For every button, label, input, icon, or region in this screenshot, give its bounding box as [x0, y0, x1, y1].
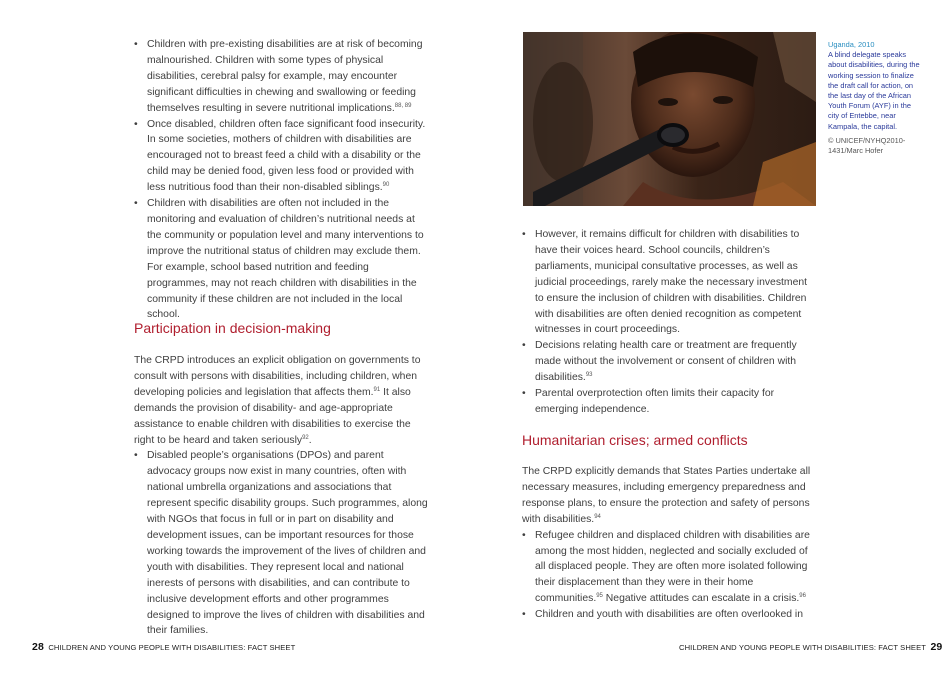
footer-title: CHILDREN AND YOUNG PEOPLE WITH DISABILITIES: FACT SHEET [48, 643, 296, 652]
list-item: • Refugee children and displaced children with disabilities are among the most hidden, neglected and socially excluded of all displaced people. They are often more isolated following their displacement than they were in their home communities.$^{95}$ Negative attitudes can escalate in a crisis.$^{96}$ [522, 528, 814, 608]
list-item: • Once disabled, children often face significant food insecurity. In some societies, mothers of children with disabilities are encouraged not to breast feed a child with a disability or the child may be denied food, given less food or provided with less nutritious food than their non-disabled siblings.$^{90}$ [134, 117, 430, 197]
caption-description: A blind delegate speaks about disabilities, during the working session to finalize the draft call for action, on the last day of the African Youth Forum (AYF) in the city of Entebbe, near Kampala, the capital. [828, 50, 920, 131]
caption-place: Uganda, 2010 [828, 40, 875, 49]
footer-title: CHILDREN AND YOUNG PEOPLE WITH DISABILITIES: FACT SHEET [679, 643, 927, 652]
participation-paragraph: The CRPD introduces an explicit obligation on governments to consult with persons with disabilities, including children, when developing policies and legislation that affects them.$^{91}$ It also demands the provision of disability- and age-appropriate assistance to enable children with disabilities to exercise the right to be heard and taken seriously$^{92}$. [134, 355, 421, 446]
right-page [475, 0, 950, 674]
list-item: • Children with disabilities are often not included in the monitoring and evaluation of children’s nutritional needs at the community or population level and many interventions to improve the nutritional status of children may exclude them. For example, school based nutrition and feeding programmes, may not reach children with disabilities in the community if these children are not included in the local school. [134, 196, 430, 323]
nutrition-bullet-list [134, 37, 430, 323]
left-footer [32, 641, 295, 653]
list-item: • Parental overprotection often limits their capacity for emerging independence. [522, 386, 814, 418]
participation-continued-bullet-list [522, 227, 814, 418]
list-item: • Disabled people’s organisations (DPOs) and parent advocacy groups now exist in many countries, often with national umbrella organizations and associations that represent specific disability groups. Such programmes, along with NGOs that focus in full or in part on disability and development issues, can be important resources for those working towards the improvement of the lives of children and youth with disabilities. They represent local and national inerests of persons with disabilities, and can contribute to inclusive development efforts and other programmes designed to improve the lives of children with disabilities and their families. [134, 448, 430, 639]
caption-credit: © UNICEF/NYHQ2010-1431/Marc Hofer [828, 135, 906, 156]
humanitarian-bullet-list [522, 528, 814, 623]
participation-bullet-list [134, 448, 430, 639]
page-number: 28 [32, 641, 44, 653]
list-item: • However, it remains difficult for children with disabilities to have their voices heard. School councils, children’s parliaments, municipal consultative processes, as well as judicial proceedings, rarely make the necessary investment to ensure the inclusion of children with disabilities. Children with disabilities are often denied recognition as competent witnesses in court proceedings. [522, 227, 814, 338]
list-item: • Children with pre-existing disabilities are at risk of becoming malnourished. Children with some types of physical disabilities, cerebral palsy for example, may encounter significant difficulties in chewing and swallowing or feeding themselves resulting in severe nutritional implications.$^{88, 89}$ [134, 37, 430, 117]
right-column-bottom [522, 464, 814, 623]
delegate-speaking-image [523, 32, 816, 206]
right-column-top [522, 227, 814, 418]
delegate-photo [523, 32, 816, 206]
left-column-bottom [134, 353, 430, 639]
photo-caption [828, 40, 920, 156]
section-heading-humanitarian: Humanitarian crises; armed conflicts [522, 432, 748, 448]
list-item: • Children and youth with disabilities are often overlooked in [522, 607, 814, 623]
list-item: • Decisions relating health care or treatment are frequently made without the involvement or consent of children with disabilities.$^{93}$ [522, 338, 814, 386]
left-column-top [134, 37, 430, 323]
page-number: 29 [930, 641, 943, 653]
section-heading-participation: Participation in decision-making [134, 320, 331, 336]
right-footer [679, 641, 942, 653]
humanitarian-paragraph: The CRPD explicitly demands that States Parties undertake all necessary measures, including emergency preparedness and response plans, to ensure the protection and safety of persons with disabilities.$^{94}$ [522, 466, 811, 525]
